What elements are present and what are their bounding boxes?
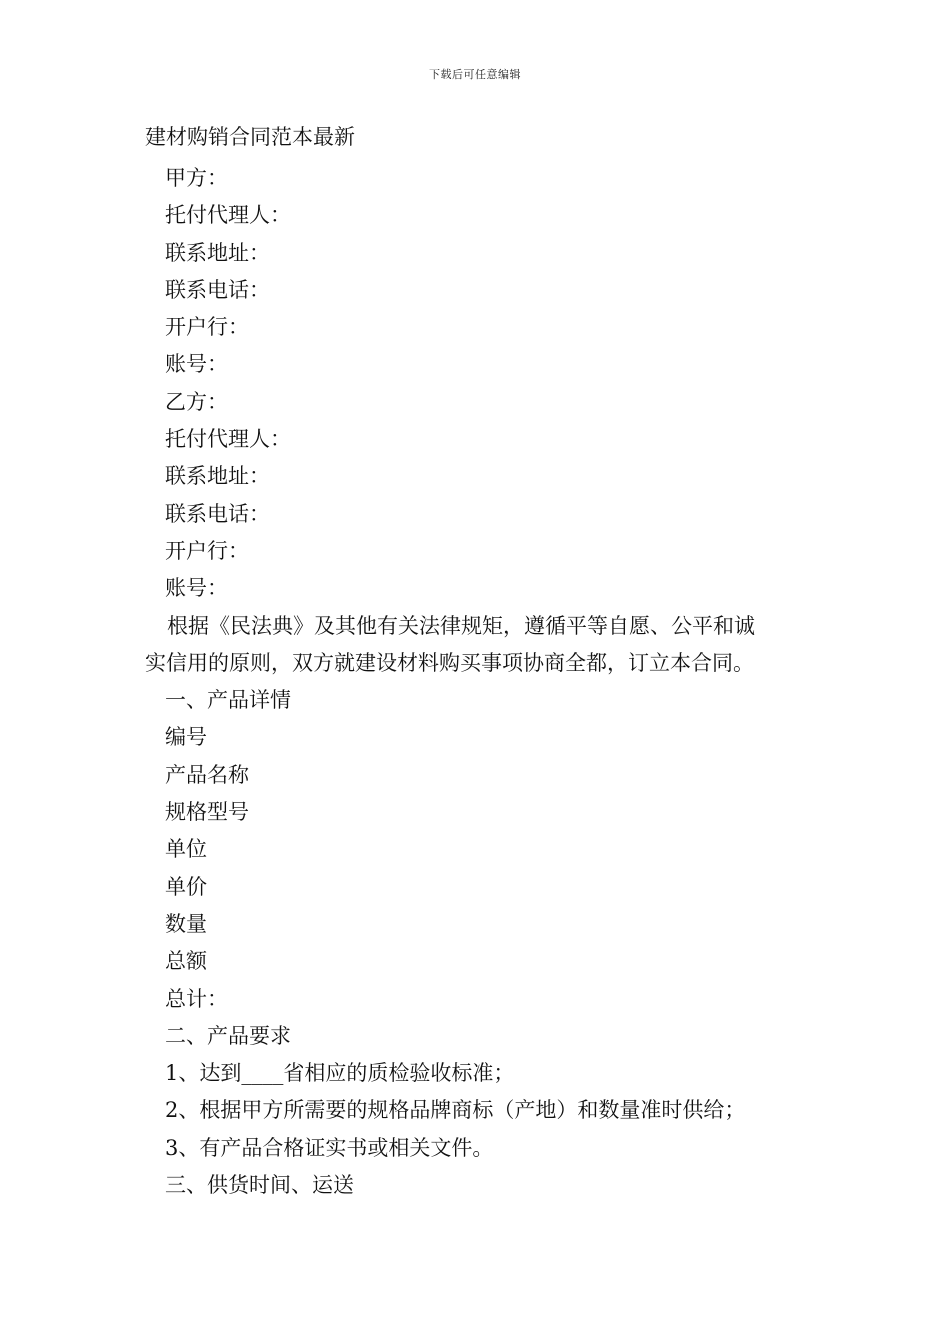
party-a-label: 甲方： [165,166,228,190]
product-field-amount: 总额 [165,949,207,974]
document-body [145,160,825,1204]
section-3-heading: 三、供货时间、运送 [165,1173,354,1198]
party-b-account: 账号： [165,576,228,601]
party-a-agent: 托付代理人： [165,203,291,228]
party-b-label: 乙方： [165,389,228,414]
section-2-heading: 二、产品要求 [165,1023,291,1048]
product-field-quantity: 数量 [165,911,207,936]
party-b-bank: 开户行： [165,538,249,563]
party-b-address: 联系地址： [165,464,270,489]
preamble-line-2: 实信用的原则，双方就建设材料购买事项协商全都，订立本合同。 [145,650,754,675]
section-1-heading: 一、产品详情 [165,688,291,713]
document-title: 建材购销合同范本最新 [145,125,355,149]
product-total: 总计： [165,986,228,1011]
requirement-1: 1、达到____省相应的质检验收标准； [165,1061,515,1086]
product-field-spec: 规格型号 [165,800,249,825]
product-field-number: 编号 [165,725,207,750]
party-a-account: 账号： [165,352,228,377]
product-field-unit: 单位 [165,837,207,862]
product-field-unit-price: 单价 [165,874,207,899]
product-field-name: 产品名称 [165,762,249,787]
requirement-2: 2、根据甲方所需要的规格品牌商标（产地）和数量准时供给； [165,1098,746,1123]
requirement-3: 3、有产品合格证实书或相关文件。 [165,1135,494,1160]
party-a-address: 联系地址： [165,240,270,265]
preamble-line-1: 根据《民法典》及其他有关法律规矩，遵循平等自愿、公平和诚 [167,613,755,638]
party-b-phone: 联系电话： [165,501,270,526]
page-header-note: 下载后可任意编辑 [429,68,521,81]
party-a-bank: 开户行： [165,315,249,340]
party-a-phone: 联系电话： [165,277,270,302]
party-b-agent: 托付代理人： [165,427,291,452]
